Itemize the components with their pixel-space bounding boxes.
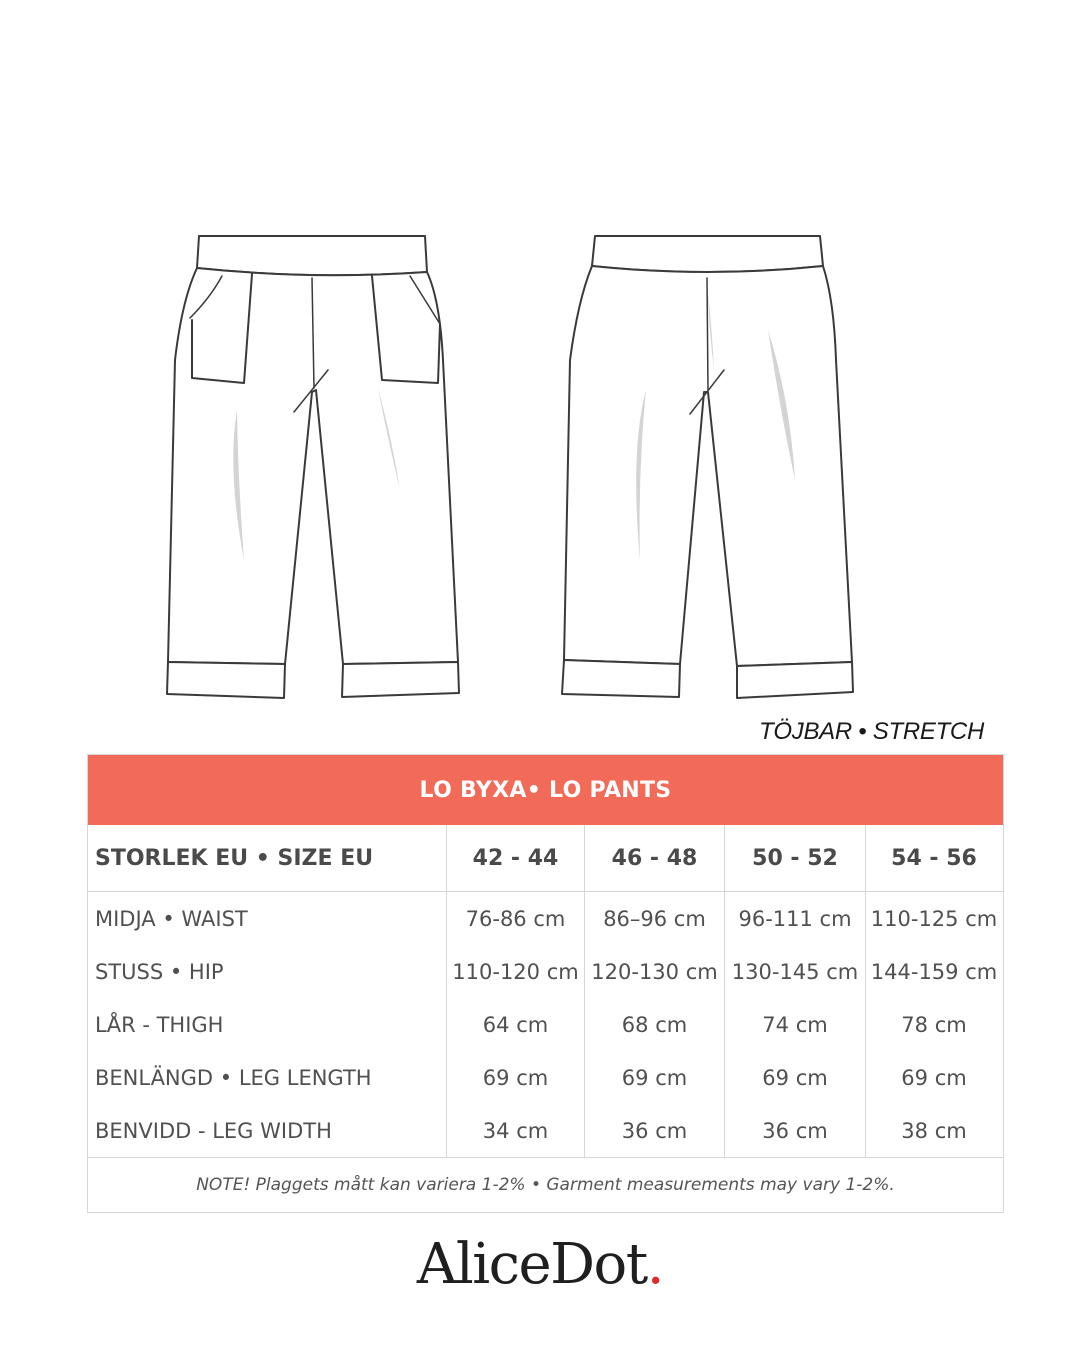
table-cell: 69 cm xyxy=(446,1052,584,1105)
table-cell: 69 cm xyxy=(865,1052,1002,1105)
row-label: BENVIDD - LEG WIDTH xyxy=(95,1119,332,1144)
table-cell: 110-125 cm xyxy=(865,892,1002,945)
table-cell: 78 cm xyxy=(865,998,1002,1051)
table-title: LO BYXA• LO PANTS xyxy=(88,755,1003,825)
table-cell: 144-159 cm xyxy=(865,945,1002,998)
table-cell: 64 cm xyxy=(446,998,584,1051)
table-cell: 69 cm xyxy=(584,1052,724,1105)
table-row-waist xyxy=(88,892,1003,945)
table-cell: 96-111 cm xyxy=(724,892,865,945)
table-cell: 68 cm xyxy=(584,998,724,1051)
table-cell: 74 cm xyxy=(724,998,865,1051)
measurements-block xyxy=(88,892,1003,1158)
table-row-hip xyxy=(88,945,1003,998)
row-label: LÅR - THIGH xyxy=(95,1012,224,1037)
stretch-badge: TÖJBAR • STRETCH xyxy=(759,718,984,745)
table-cell: 36 cm xyxy=(584,1105,724,1158)
front-view-drawing xyxy=(167,236,459,698)
table-cell: 34 cm xyxy=(446,1105,584,1158)
table-row-leg-width xyxy=(88,1105,1003,1158)
table-row-thigh xyxy=(88,998,1003,1051)
table-cell: 120-130 cm xyxy=(584,945,724,998)
size-label: STORLEK EU • SIZE EU xyxy=(95,845,374,871)
row-label: STUSS • HIP xyxy=(95,959,224,984)
table-row-leg-length xyxy=(88,1052,1003,1105)
size-column-header: 50 - 52 xyxy=(724,825,865,891)
back-view-drawing xyxy=(562,236,853,698)
table-cell: 130-145 cm xyxy=(724,945,865,998)
row-label: BENLÄNGD • LEG LENGTH xyxy=(95,1066,372,1091)
table-cell: 69 cm xyxy=(724,1052,865,1105)
table-cell: 36 cm xyxy=(724,1105,865,1158)
size-header-row xyxy=(88,825,1003,892)
table-cell: 86–96 cm xyxy=(584,892,724,945)
brand-logo xyxy=(0,1232,1080,1297)
measurement-note: NOTE! Plaggets mått kan variera 1-2% • Garment measurements may vary 1-2%. xyxy=(196,1174,895,1195)
table-cell: 76-86 cm xyxy=(446,892,584,945)
size-column-header: 42 - 44 xyxy=(446,825,584,891)
table-cell: 38 cm xyxy=(865,1105,1002,1158)
size-chart-table xyxy=(87,754,1004,1213)
size-column-header: 46 - 48 xyxy=(584,825,724,891)
row-label: MIDJA • WAIST xyxy=(95,906,248,931)
brand-name: AliceDot xyxy=(416,1232,647,1297)
table-cell: 110-120 cm xyxy=(446,945,584,998)
brand-dot: . xyxy=(646,1232,664,1297)
size-column-header: 54 - 56 xyxy=(865,825,1002,891)
